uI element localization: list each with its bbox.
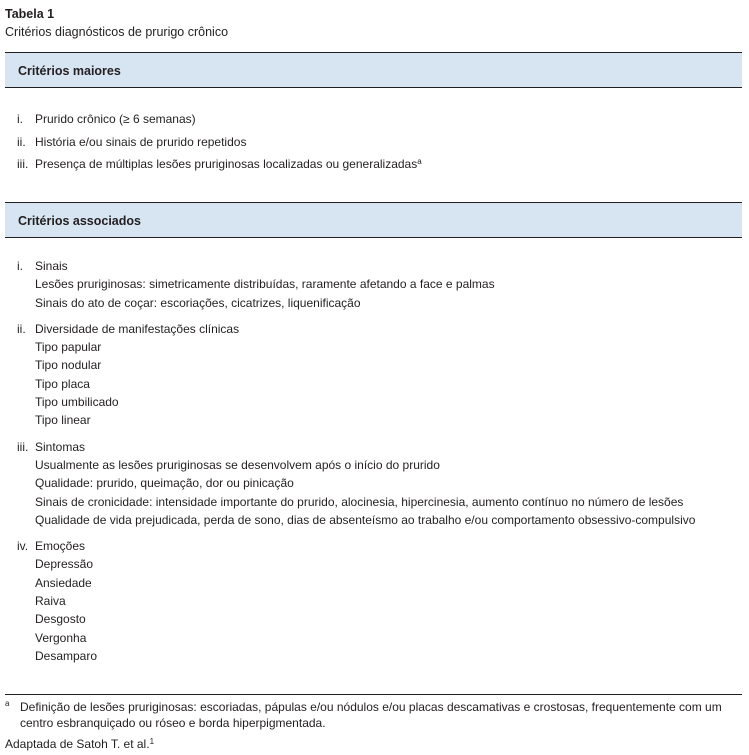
criterion-detail: Qualidade de vida prejudicada, perda de sono, dias de absenteísmo ao trabalho e/ou comportamento obsessivo-compulsivo xyxy=(35,512,696,527)
criterion-number: i. xyxy=(17,112,23,126)
criterion-title: Sinais xyxy=(35,259,68,273)
criterion-text xyxy=(35,155,422,173)
criterion-detail-row xyxy=(5,511,742,529)
criterion-detail: Ansiedade xyxy=(35,575,92,590)
criterion-detail-row xyxy=(5,574,742,592)
criterion-detail-row xyxy=(5,375,742,393)
criterion-detail: Tipo linear xyxy=(35,413,91,428)
criterion-detail-row xyxy=(5,474,742,492)
associated-criterion-group xyxy=(5,537,742,665)
criterion-detail-row xyxy=(5,393,742,411)
criterion-title: Diversidade de manifestações clínicas xyxy=(35,321,240,336)
associated-criteria-header-label: Critérios associados xyxy=(18,214,141,228)
footnote-text: Definição de lesões pruriginosas: escoriadas, pápulas e/ou nódulos e/ou placas descamativas e crostosas, frequentemente com um centro esbranquiçado ou róseo e borda hiperpigmentada. xyxy=(20,700,722,730)
criterion-detail: Depressão xyxy=(35,557,94,572)
associated-criterion-group xyxy=(5,257,742,312)
associated-criterion-title-row xyxy=(5,257,742,275)
criterion-detail-row xyxy=(5,629,742,647)
major-criteria-header xyxy=(5,52,742,88)
footnote-divider xyxy=(5,694,742,695)
major-criterion-row xyxy=(5,155,742,178)
associated-criteria-list xyxy=(5,257,742,673)
criterion-detail-row xyxy=(5,555,742,573)
criterion-detail-row xyxy=(5,610,742,628)
criterion-number: ii. xyxy=(17,321,26,336)
criterion-detail: Qualidade: prurido, queimação, dor ou pinicação xyxy=(35,476,294,491)
criterion-text-content: Presença de múltiplas lesões pruriginosas localizadas ou generalizadas xyxy=(35,157,418,171)
associated-criterion-title-row xyxy=(5,320,742,338)
criterion-detail-row xyxy=(5,338,742,356)
criterion-detail: Tipo papular xyxy=(35,340,102,355)
table-caption: Critérios diagnósticos de prurigo crônico xyxy=(5,25,229,39)
criterion-text-content: Prurido crônico (≥ 6 semanas) xyxy=(35,112,196,126)
criterion-detail: Tipo placa xyxy=(35,376,90,391)
table-label: Tabela 1 xyxy=(5,7,55,21)
criterion-detail-row xyxy=(5,456,742,474)
associated-criterion-title-row xyxy=(5,438,742,456)
criterion-text-content: História e/ou sinais de prurido repetidos xyxy=(35,134,247,149)
criterion-detail: Desgosto xyxy=(35,612,86,627)
criterion-detail-row xyxy=(5,275,742,293)
major-criterion-row xyxy=(5,110,742,133)
criterion-detail: Tipo umbilicado xyxy=(35,395,119,410)
criterion-title: Emoções xyxy=(35,539,86,554)
associated-criteria-header xyxy=(5,202,742,238)
criterion-detail: Lesões pruriginosas: simetricamente distribuídas, raramente afetando a face e palmas xyxy=(35,277,495,292)
associated-criterion-title-row xyxy=(5,537,742,555)
major-criteria-header-label: Critérios maiores xyxy=(18,64,121,78)
criterion-detail: Raiva xyxy=(35,594,66,609)
major-criterion-row xyxy=(5,133,742,156)
criterion-detail-row xyxy=(5,592,742,610)
criterion-text xyxy=(35,110,196,128)
source-ref: 1 xyxy=(149,737,155,746)
criterion-detail-row xyxy=(5,356,742,374)
associated-criterion-group xyxy=(5,320,742,430)
criterion-detail-row xyxy=(5,411,742,429)
source-note xyxy=(5,736,154,752)
criterion-detail: Sinais de cronicidade: intensidade importante do prurido, alocinesia, hipercinesia, aumento contínuo no número de lesões xyxy=(35,494,684,509)
footnote-ref: a xyxy=(417,157,422,166)
source-text: Adaptada de Satoh T. et al. xyxy=(5,737,150,751)
associated-criterion-group xyxy=(5,438,742,529)
criterion-detail-row xyxy=(5,647,742,665)
footnote-mark: a xyxy=(5,699,10,708)
criterion-number: ii. xyxy=(17,134,26,149)
criterion-detail: Vergonha xyxy=(35,630,87,645)
criterion-detail: Usualmente as lesões pruriginosas se desenvolvem após o início do prurido xyxy=(35,457,440,472)
criterion-number: iv. xyxy=(17,539,29,554)
criterion-text xyxy=(35,133,246,151)
criterion-detail-row xyxy=(5,294,742,312)
criterion-detail: Sinais do ato de coçar: escoriações, cicatrizes, liquenificação xyxy=(35,295,361,310)
criterion-detail: Desamparo xyxy=(35,648,98,663)
major-criteria-list xyxy=(5,110,742,178)
criterion-detail-row xyxy=(5,493,742,511)
criterion-title: Sintomas xyxy=(35,439,86,454)
criterion-detail: Tipo nodular xyxy=(35,358,102,373)
criterion-number: iii. xyxy=(17,439,29,454)
criterion-number: i. xyxy=(17,259,23,273)
criterion-number: iii. xyxy=(17,157,29,171)
